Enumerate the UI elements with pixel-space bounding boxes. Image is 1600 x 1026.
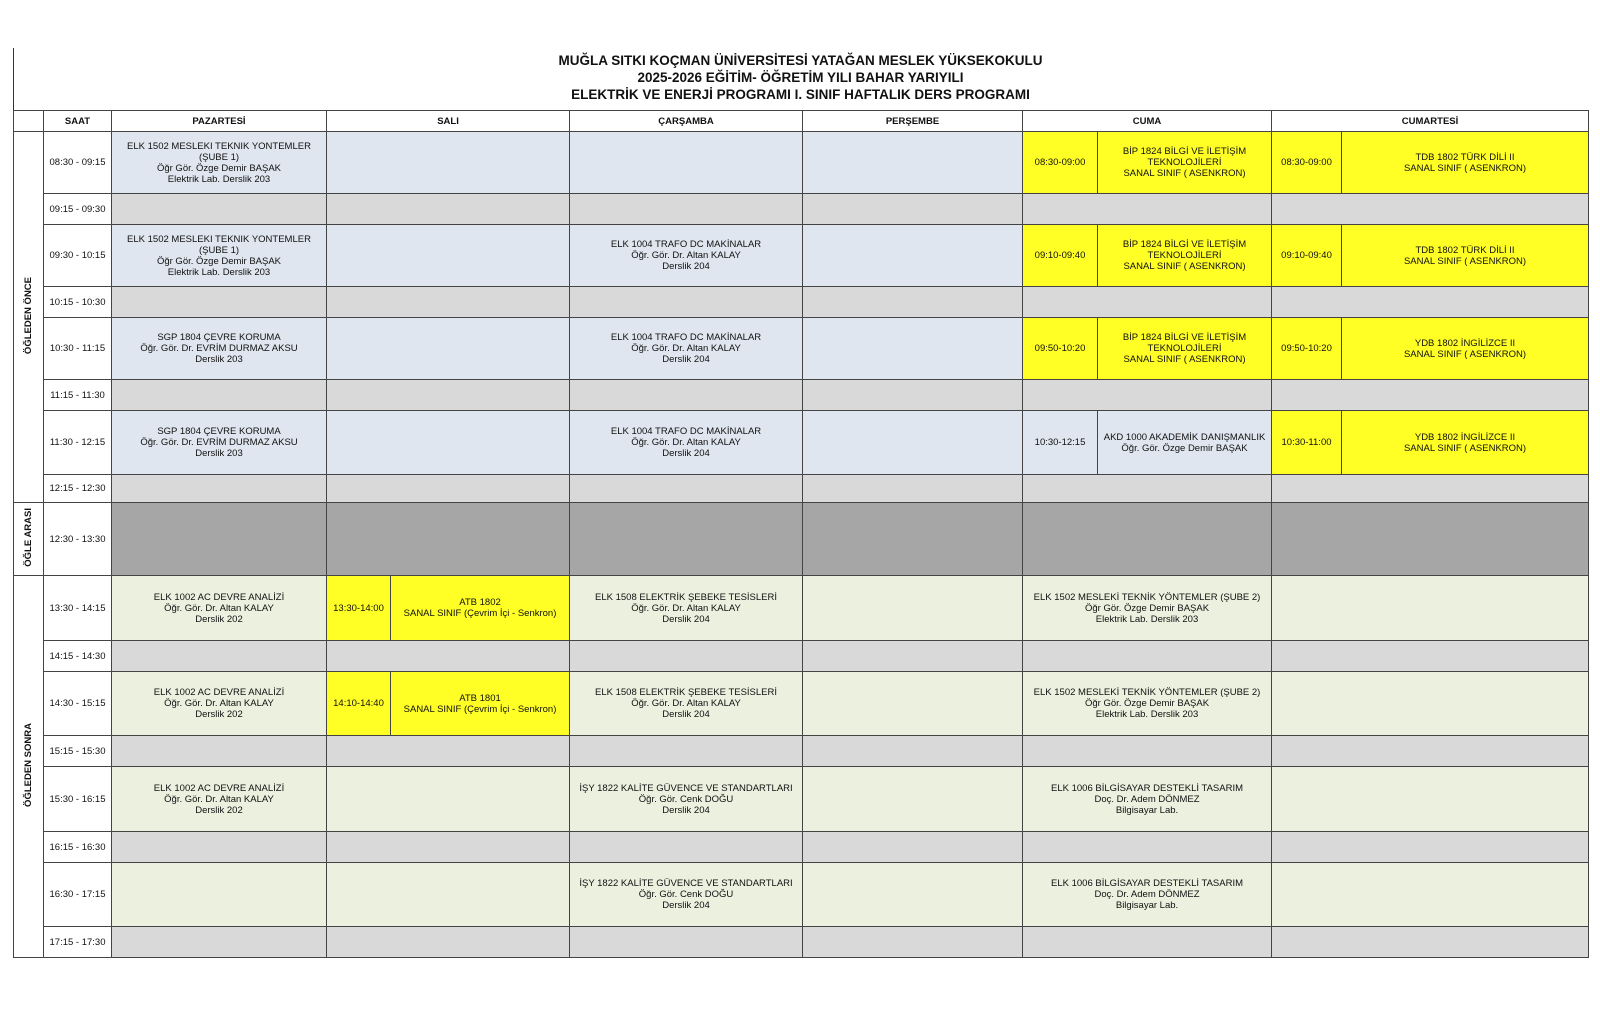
section-lunch: ÖĞLE ARASI [14, 503, 44, 576]
break-cell [803, 927, 1023, 958]
time-cell: 14:30 - 15:15 [44, 672, 112, 736]
break-cell [570, 287, 803, 318]
table-row [14, 863, 1589, 927]
time-cell: 09:30 - 10:15 [44, 225, 112, 287]
subtime-cell: 09:50-10:20 [1023, 318, 1098, 380]
time-cell: 08:30 - 09:15 [44, 132, 112, 194]
break-cell [327, 641, 570, 672]
header-cumartesi: CUMARTESİ [1272, 111, 1589, 132]
break-cell [112, 832, 327, 863]
break-cell [570, 736, 803, 767]
header-persembe: PERŞEMBE [803, 111, 1023, 132]
header-cuma: CUMA [1023, 111, 1272, 132]
lunch-cell [1023, 503, 1272, 576]
table-row [14, 927, 1589, 958]
class-cell: YDB 1802 İNGİLİZCE II SANAL SINIF ( ASENKRON) [1342, 318, 1589, 380]
break-cell [327, 380, 570, 411]
break-cell [1272, 927, 1589, 958]
section-morning: ÖĞLEDEN ÖNCE [14, 132, 44, 503]
empty-cell [803, 132, 1023, 194]
break-cell [570, 641, 803, 672]
subtime-cell: 09:10-09:40 [1023, 225, 1098, 287]
break-cell [570, 475, 803, 503]
lunch-cell [112, 503, 327, 576]
class-cell: TDB 1802 TÜRK DİLİ II SANAL SINIF ( ASENKRON) [1342, 132, 1589, 194]
title-line-university: MUĞLA SITKI KOÇMAN ÜNİVERSİTESİ YATAĞAN MESLEK YÜKSEKOKULU [558, 53, 1043, 68]
break-cell [1272, 736, 1589, 767]
corner-cell [14, 111, 44, 132]
break-cell [1272, 380, 1589, 411]
break-cell [327, 475, 570, 503]
header-pazartesi: PAZARTESİ [112, 111, 327, 132]
empty-cell [1272, 672, 1589, 736]
break-cell [112, 380, 327, 411]
break-cell [112, 287, 327, 318]
table-row [14, 132, 1589, 194]
class-cell: BİP 1824 BİLGİ VE İLETİŞİM TEKNOLOJİLERİ SANAL SINIF ( ASENKRON) [1098, 225, 1272, 287]
time-cell: 17:15 - 17:30 [44, 927, 112, 958]
time-cell: 10:30 - 11:15 [44, 318, 112, 380]
title-line-term: 2025-2026 EĞİTİM- ÖĞRETİM YILI BAHAR YARIYILI [637, 70, 964, 85]
break-cell [1272, 475, 1589, 503]
header-row [14, 111, 1589, 132]
subtime-cell: 08:30-09:00 [1023, 132, 1098, 194]
empty-cell [803, 411, 1023, 475]
subtime-cell: 10:30-11:00 [1272, 411, 1342, 475]
class-cell: ATB 1801 SANAL SINIF (Çevrim İçi - Senkron) [391, 672, 570, 736]
time-cell: 11:15 - 11:30 [44, 380, 112, 411]
table-row [14, 736, 1589, 767]
empty-cell [803, 225, 1023, 287]
subtime-cell: 09:10-09:40 [1272, 225, 1342, 287]
time-cell: 15:30 - 16:15 [44, 767, 112, 832]
class-cell: ELK 1508 ELEKTRİK ŞEBEKE TESİSLERİ Öğr. Gör. Dr. Altan KALAY Derslik 204 [570, 576, 803, 641]
break-cell [570, 380, 803, 411]
class-cell: ELK 1004 TRAFO DC MAKİNALAR Öğr. Gör. Dr. Altan KALAY Derslik 204 [570, 225, 803, 287]
subtime-cell: 14:10-14:40 [327, 672, 391, 736]
class-cell: ELK 1502 MESLEKİ TEKNİK YÖNTEMLER (ŞUBE 2) Öğr Gör. Özge Demir BAŞAK Elektrik Lab. Derslik 203 [1023, 672, 1272, 736]
class-cell: AKD 1000 AKADEMİK DANIŞMANLIK Öğr. Gör. Özge Demir BAŞAK [1098, 411, 1272, 475]
empty-cell [327, 225, 570, 287]
class-cell: ELK 1002 AC DEVRE ANALİZİ Öğr. Gör. Dr. Altan KALAY Derslik 202 [112, 672, 327, 736]
break-cell [1023, 832, 1272, 863]
lunch-cell [803, 503, 1023, 576]
subtime-cell: 08:30-09:00 [1272, 132, 1342, 194]
class-cell: SGP 1804 ÇEVRE KORUMA Öğr. Gör. Dr. EVRİM DURMAZ AKSU Derslik 203 [112, 318, 327, 380]
break-cell [803, 194, 1023, 225]
break-cell [1023, 641, 1272, 672]
break-cell [570, 194, 803, 225]
time-cell: 11:30 - 12:15 [44, 411, 112, 475]
empty-cell [327, 318, 570, 380]
empty-cell [1272, 767, 1589, 832]
break-cell [803, 832, 1023, 863]
empty-cell [327, 411, 570, 475]
break-cell [803, 287, 1023, 318]
empty-cell [803, 318, 1023, 380]
class-cell: BİP 1824 BİLGİ VE İLETİŞİM TEKNOLOJİLERİ SANAL SINIF ( ASENKRON) [1098, 318, 1272, 380]
header-sali: SALI [327, 111, 570, 132]
empty-cell [327, 863, 570, 927]
time-cell: 09:15 - 09:30 [44, 194, 112, 225]
break-cell [1272, 832, 1589, 863]
break-cell [1272, 287, 1589, 318]
table-row [14, 576, 1589, 641]
class-cell: SGP 1804 ÇEVRE KORUMA Öğr. Gör. Dr. EVRİM DURMAZ AKSU Derslik 203 [112, 411, 327, 475]
break-cell [570, 927, 803, 958]
break-cell [112, 475, 327, 503]
class-cell: ELK 1502 MESLEKİ TEKNİK YÖNTEMLER (ŞUBE 2) Öğr Gör. Özge Demir BAŞAK Elektrik Lab. Derslik 203 [1023, 576, 1272, 641]
break-cell [112, 194, 327, 225]
class-cell: ELK 1006 BİLGİSAYAR DESTEKLİ TASARIM Doç. Dr. Adem DÖNMEZ Bilgisayar Lab. [1023, 863, 1272, 927]
table-row [14, 475, 1589, 503]
table-row [14, 641, 1589, 672]
time-cell: 15:15 - 15:30 [44, 736, 112, 767]
class-cell: İŞY 1822 KALİTE GÜVENCE VE STANDARTLARI Öğr. Gör. Cenk DOĞU Derslik 204 [570, 863, 803, 927]
time-cell: 16:30 - 17:15 [44, 863, 112, 927]
header-carsamba: ÇARŞAMBA [570, 111, 803, 132]
class-cell: ELK 1006 BİLGİSAYAR DESTEKLİ TASARIM Doç. Dr. Adem DÖNMEZ Bilgisayar Lab. [1023, 767, 1272, 832]
break-cell [327, 287, 570, 318]
time-cell: 13:30 - 14:15 [44, 576, 112, 641]
class-cell: ELK 1004 TRAFO DC MAKİNALAR Öğr. Gör. Dr. Altan KALAY Derslik 204 [570, 411, 803, 475]
break-cell [803, 641, 1023, 672]
time-cell: 16:15 - 16:30 [44, 832, 112, 863]
break-cell [1023, 380, 1272, 411]
section-afternoon: ÖĞLEDEN SONRA [14, 576, 44, 958]
empty-cell [803, 576, 1023, 641]
class-cell: YDB 1802 İNGİLİZCE II SANAL SINIF ( ASENKRON) [1342, 411, 1589, 475]
empty-cell [112, 863, 327, 927]
table-row [14, 194, 1589, 225]
break-cell [327, 927, 570, 958]
empty-cell [1272, 863, 1589, 927]
document-title [13, 52, 1588, 103]
break-cell [803, 380, 1023, 411]
lunch-cell [1272, 503, 1589, 576]
break-cell [1023, 927, 1272, 958]
lunch-cell [327, 503, 570, 576]
title-line-program: ELEKTRİK VE ENERJİ PROGRAMI I. SINIF HAFTALIK DERS PROGRAMI [571, 87, 1030, 102]
class-cell: TDB 1802 TÜRK DİLİ II SANAL SINIF ( ASENKRON) [1342, 225, 1589, 287]
header-saat: SAAT [44, 111, 112, 132]
table-row [14, 318, 1589, 380]
break-cell [112, 641, 327, 672]
time-cell: 12:30 - 13:30 [44, 503, 112, 576]
class-cell: ATB 1802 SANAL SINIF (Çevrim İçi - Senkron) [391, 576, 570, 641]
break-cell [803, 475, 1023, 503]
empty-cell [803, 863, 1023, 927]
class-cell: ELK 1508 ELEKTRİK ŞEBEKE TESİSLERİ Öğr. Gör. Dr. Altan KALAY Derslik 204 [570, 672, 803, 736]
empty-cell [570, 132, 803, 194]
class-cell: İŞY 1822 KALİTE GÜVENCE VE STANDARTLARI Öğr. Gör. Cenk DOĞU Derslik 204 [570, 767, 803, 832]
break-cell [327, 832, 570, 863]
break-cell [112, 927, 327, 958]
break-cell [1272, 194, 1589, 225]
break-cell [1272, 641, 1589, 672]
subtime-cell: 10:30-12:15 [1023, 411, 1098, 475]
weekly-schedule-table [13, 110, 1589, 958]
break-cell [1023, 736, 1272, 767]
table-row [14, 380, 1589, 411]
table-row [14, 767, 1589, 832]
class-cell: ELK 1502 MESLEKI TEKNIK YONTEMLER (ŞUBE 1) Öğr Gör. Özge Demir BAŞAK Elektrik Lab. Derslik 203 [112, 132, 327, 194]
table-row [14, 832, 1589, 863]
break-cell [327, 194, 570, 225]
empty-cell [1272, 576, 1589, 641]
empty-cell [803, 767, 1023, 832]
lunch-cell [570, 503, 803, 576]
empty-cell [327, 132, 570, 194]
table-row [14, 503, 1589, 576]
class-cell: ELK 1004 TRAFO DC MAKİNALAR Öğr. Gör. Dr. Altan KALAY Derslik 204 [570, 318, 803, 380]
empty-cell [327, 767, 570, 832]
break-cell [1023, 475, 1272, 503]
subtime-cell: 13:30-14:00 [327, 576, 391, 641]
time-cell: 12:15 - 12:30 [44, 475, 112, 503]
break-cell [803, 736, 1023, 767]
break-cell [1023, 287, 1272, 318]
table-row [14, 287, 1589, 318]
table-row [14, 225, 1589, 287]
break-cell [1023, 194, 1272, 225]
empty-cell [803, 672, 1023, 736]
break-cell [327, 736, 570, 767]
subtime-cell: 09:50-10:20 [1272, 318, 1342, 380]
table-row [14, 411, 1589, 475]
break-cell [570, 832, 803, 863]
class-cell: ELK 1002 AC DEVRE ANALİZİ Öğr. Gör. Dr. Altan KALAY Derslik 202 [112, 576, 327, 641]
time-cell: 14:15 - 14:30 [44, 641, 112, 672]
class-cell: ELK 1002 AC DEVRE ANALİZİ Öğr. Gör. Dr. Altan KALAY Derslik 202 [112, 767, 327, 832]
break-cell [112, 736, 327, 767]
table-row [14, 672, 1589, 736]
class-cell: ELK 1502 MESLEKI TEKNIK YONTEMLER (ŞUBE 1) Öğr Gör. Özge Demir BAŞAK Elektrik Lab. Derslik 203 [112, 225, 327, 287]
class-cell: BİP 1824 BİLGİ VE İLETİŞİM TEKNOLOJİLERİ SANAL SINIF ( ASENKRON) [1098, 132, 1272, 194]
time-cell: 10:15 - 10:30 [44, 287, 112, 318]
